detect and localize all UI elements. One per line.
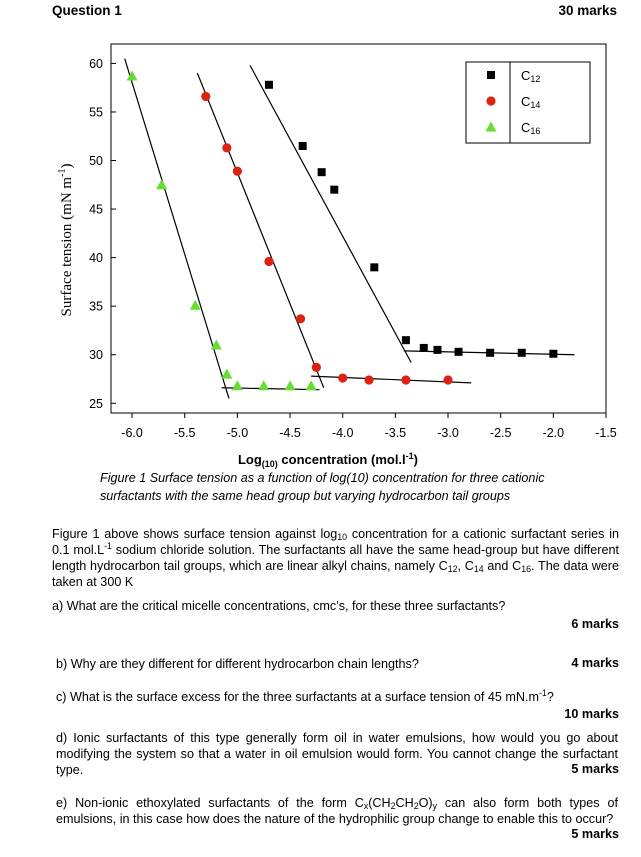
intro-text-3: sodium chloride solution. The surfactants all have the same head-group but have different length hydrocarbon tail groups, which are linear alkyl chains, namely C xyxy=(52,543,619,573)
y-tick-label: 35 xyxy=(89,299,103,314)
c16-point xyxy=(232,380,243,390)
c14-point xyxy=(401,375,410,384)
figure-caption: Figure 1 Surface tension as a function of log(10) concentration for three cationic surfactants with the same head group but varying hydrocarbon tail groups xyxy=(100,471,545,503)
c12-point xyxy=(402,336,410,344)
legend-label-c16: C16 xyxy=(521,120,541,136)
intro-sub-14: 14 xyxy=(473,564,484,574)
c14-point xyxy=(264,257,273,266)
question-a xyxy=(52,598,619,614)
x-tick-label: -3.0 xyxy=(437,426,459,440)
x-tick-label: -3.5 xyxy=(384,426,407,440)
c12-point xyxy=(265,81,273,89)
question-e-marks: 5 marks xyxy=(571,827,619,841)
question-a-marks: 6 marks xyxy=(571,617,619,631)
intro-paragraph xyxy=(52,526,619,590)
question-c-text: c) What is the surface excess for the three surfactants at a surface tension of 45 mN.m xyxy=(56,690,539,704)
intro-sub-10: 10 xyxy=(337,532,348,542)
c12-point xyxy=(330,186,338,194)
legend-label-c14: C14 xyxy=(521,94,541,110)
x-axis-title-end: ) xyxy=(413,452,419,467)
question-c-end: ? xyxy=(546,690,554,704)
y-tick-label: 30 xyxy=(89,348,103,363)
question-e-sub-y: y xyxy=(432,801,438,811)
intro-text-4: , C xyxy=(457,559,474,573)
x-tick-label: -5.0 xyxy=(226,426,249,440)
y-tick-label: 60 xyxy=(89,56,103,71)
question-e-text-5: can also form both types of emulsions, in this case how does the nature of the hydrophilic group change to enable this to occur? xyxy=(56,796,618,826)
legend-marker-c14 xyxy=(486,96,495,105)
x-tick-label: -6.0 xyxy=(121,426,143,440)
intro-text-5: and C xyxy=(483,559,522,573)
x-axis xyxy=(121,413,617,440)
c12-point xyxy=(420,344,428,352)
question-b-text: b) Why are they different for different hydrocarbon chain lengths? xyxy=(56,657,419,671)
c14-point xyxy=(338,373,347,382)
legend-marker-c12 xyxy=(487,71,495,79)
c16-point xyxy=(156,179,167,189)
y-tick-label: 55 xyxy=(89,105,103,120)
c14-point xyxy=(233,167,242,176)
c14-point xyxy=(364,375,373,384)
x-tick-label: -1.5 xyxy=(595,426,617,440)
c16-point xyxy=(306,380,317,390)
question-d-text: d) Ionic surfactants of this type generally form oil in water emulsions, how would you go about modifying the system so that a water in oil emulsion would form. You cannot change the surfactant type. xyxy=(56,731,618,777)
c14-point xyxy=(222,143,231,152)
c16-point xyxy=(285,380,296,390)
x-axis-title-sup: -1 xyxy=(405,451,414,461)
x-tick-label: -4.0 xyxy=(331,426,354,440)
question-e-sub-2a: 2 xyxy=(390,801,396,811)
question-c xyxy=(56,689,619,705)
question-e-text-1: e) Non-ionic ethoxylated surfactants of the form C xyxy=(56,796,364,810)
x-axis-title-sub: (10) xyxy=(261,459,278,469)
c14-point xyxy=(296,314,305,323)
c12-point xyxy=(299,142,307,150)
x-tick-label: -2.5 xyxy=(489,426,512,440)
y-tick-label: 45 xyxy=(89,202,103,217)
y-axis xyxy=(89,57,116,411)
y-axis-title-end: ) xyxy=(59,163,75,169)
question-e-sub-x: x xyxy=(363,801,369,811)
intro-sub-16: 16 xyxy=(521,564,532,574)
x-axis-title-rest: concentration (mol.l xyxy=(277,452,406,467)
x-axis-title-main: Log xyxy=(237,452,262,467)
x-tick-label: -5.5 xyxy=(173,426,196,440)
intro-text-2: concentration for a cationic surfactant series in 0.1 mol.L xyxy=(52,527,620,557)
question-e xyxy=(56,795,618,827)
c14-point xyxy=(443,375,452,384)
c12-point xyxy=(549,350,557,358)
c12-point xyxy=(370,263,378,271)
c16-point xyxy=(221,369,232,379)
c12-fit-line xyxy=(250,65,411,362)
question-d xyxy=(56,730,618,778)
legend xyxy=(466,62,590,143)
question-b xyxy=(56,656,619,672)
question-e-text-4: O) xyxy=(418,796,433,810)
question-c-marks: 10 marks xyxy=(564,707,619,721)
x-tick-label: -2.0 xyxy=(542,426,565,440)
intro-text-6: . The data were taken at 300 K xyxy=(52,559,619,589)
c16-point xyxy=(258,380,269,390)
c12-point xyxy=(433,346,441,354)
y-tick-label: 40 xyxy=(89,251,103,266)
c12-point xyxy=(455,348,463,356)
y-axis-title xyxy=(57,164,75,317)
total-marks: 30 marks xyxy=(558,3,617,18)
y-axis-title-main: Surface tension (mN m xyxy=(59,176,75,317)
y-tick-label: 50 xyxy=(89,154,103,169)
question-d-marks: 5 marks xyxy=(571,762,619,776)
intro-sub-12: 12 xyxy=(447,564,458,574)
c12-point xyxy=(518,349,526,357)
question-a-text: a) What are the critical micelle concentrations, cmc’s, for these three surfactants? xyxy=(52,599,506,613)
y-tick-label: 25 xyxy=(89,396,103,411)
x-axis-title xyxy=(238,451,418,469)
question-b-marks: 4 marks xyxy=(571,656,619,670)
question-e-sub-2b: 2 xyxy=(413,801,419,811)
c12-point xyxy=(318,168,326,176)
c14-point xyxy=(201,92,210,101)
question-e-text-3: CH xyxy=(395,796,414,810)
c14-point xyxy=(312,363,321,372)
question-e-text-2: (CH xyxy=(368,796,391,810)
y-axis-title-sup: -1 xyxy=(57,168,68,177)
question-c-sup: -1 xyxy=(538,688,547,698)
legend-label-c12: C12 xyxy=(521,68,541,84)
intro-sup: -1 xyxy=(104,541,112,551)
c12-point xyxy=(486,349,494,357)
question-title: Question 1 xyxy=(52,3,122,18)
x-tick-label: -4.5 xyxy=(279,426,301,440)
intro-text-1: Figure 1 above shows surface tension against log xyxy=(52,527,338,541)
